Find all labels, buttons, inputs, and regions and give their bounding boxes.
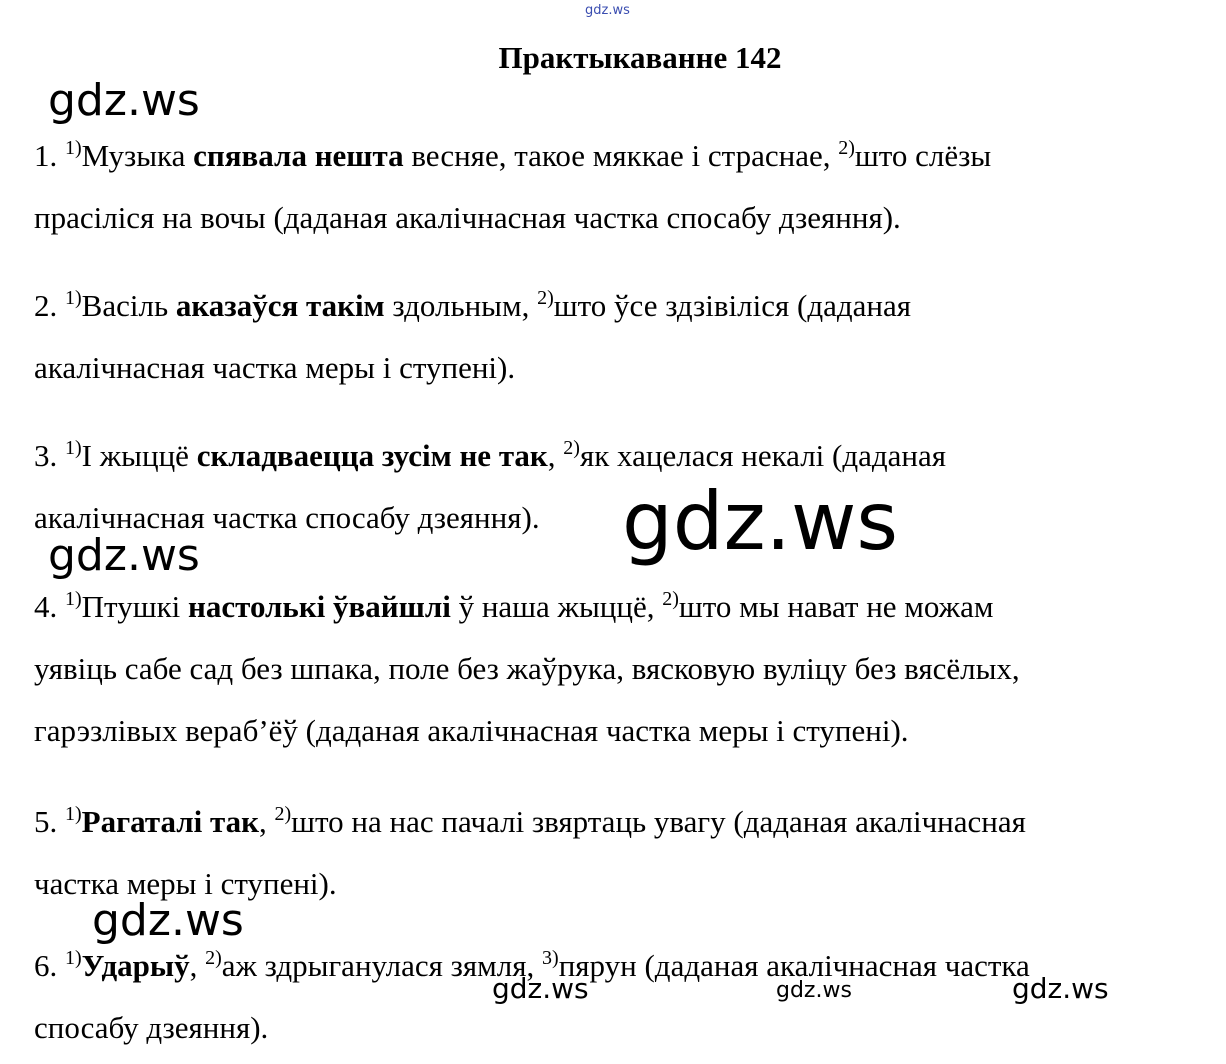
text-segment: як хацелася некалі (даданая — [579, 438, 947, 473]
clause-marker: 2) — [563, 437, 580, 459]
text-segment: прасіліся на вочы (даданая акалічнасная частка спосабу дзеяння). — [34, 200, 901, 235]
exercise-item-1 — [34, 125, 1204, 249]
text-segment: Музыка — [81, 138, 194, 173]
clause-marker: 2) — [838, 137, 855, 159]
item-number: 5. — [34, 804, 65, 839]
item-number: 6. — [34, 948, 65, 983]
exercise-item-3 — [34, 425, 1204, 549]
watermark: gdz.ws — [48, 530, 200, 581]
exercise-item-2 — [34, 275, 1204, 399]
text-line — [34, 337, 1204, 399]
text-segment: што на нас пачалі звяртаць увагу (даданая акалічнасная — [291, 804, 1026, 839]
text-line — [34, 125, 1204, 187]
text-segment: што мы нават не можам — [678, 589, 994, 624]
watermark: gdz.ws — [1012, 972, 1109, 1005]
text-segment: акалічнасная частка спосабу дзеяння). — [34, 500, 540, 535]
text-segment: што ўсе здзівіліся (даданая — [553, 288, 911, 323]
item-number: 1. — [34, 138, 65, 173]
watermark: gdz.ws — [492, 972, 589, 1005]
clause-marker: 1) — [65, 137, 82, 159]
text-segment: , — [547, 438, 564, 473]
main-clause-highlight: аказаўся такім — [175, 288, 385, 323]
clause-marker: 1) — [65, 437, 82, 459]
text-segment: пярун (даданая акалічнасная частка — [558, 948, 1030, 983]
clause-marker: 1) — [65, 803, 82, 825]
main-clause-highlight: спявала нешта — [193, 138, 404, 173]
text-line — [34, 997, 1204, 1059]
watermark-tiny: gdz.ws — [585, 3, 630, 18]
text-segment: гарэзлівых вераб’ёў (даданая акалічнасная частка меры і ступені). — [34, 713, 909, 748]
text-line — [34, 275, 1204, 337]
text-segment: акалічнасная частка меры і ступені). — [34, 350, 516, 385]
watermark: gdz.ws — [92, 895, 244, 946]
text-segment: аж здрыганулася зямля, — [221, 948, 543, 983]
clause-marker: 1) — [65, 287, 82, 309]
main-clause-highlight: настолькі ўвайшлі — [188, 589, 451, 624]
item-number: 4. — [34, 589, 65, 624]
text-segment: уявіць сабе сад без шпака, поле без жаўрука, вясковую вуліцу без вясёлых, — [34, 651, 1020, 686]
main-clause-highlight: Рагаталі так — [81, 804, 259, 839]
text-line — [34, 638, 1204, 700]
main-clause-highlight: складваецца зусім не так — [196, 438, 548, 473]
clause-marker: 1) — [65, 947, 82, 969]
watermark-large: gdz.ws — [622, 475, 899, 568]
text-line — [34, 487, 1204, 549]
text-line — [34, 576, 1204, 638]
clause-marker: 2) — [662, 588, 679, 610]
page-title: Практыкаванне 142 — [498, 40, 782, 75]
item-number: 3. — [34, 438, 65, 473]
clause-marker: 2) — [537, 287, 554, 309]
clause-marker: 3) — [542, 947, 559, 969]
text-line — [34, 700, 1204, 762]
text-segment: весняе, такое мяккае і страснае, — [403, 138, 839, 173]
text-segment: што слёзы — [854, 138, 992, 173]
text-segment: І жыццё — [81, 438, 197, 473]
clause-marker: 2) — [205, 947, 222, 969]
text-line — [34, 425, 1204, 487]
watermark: gdz.ws — [776, 978, 852, 1003]
text-line — [34, 187, 1204, 249]
text-segment: спосабу дзеяння). — [34, 1010, 269, 1045]
text-segment: Птушкі — [81, 589, 188, 624]
watermark: gdz.ws — [48, 75, 200, 126]
item-number: 2. — [34, 288, 65, 323]
text-segment: , — [189, 948, 206, 983]
text-line — [34, 791, 1204, 853]
text-segment: , — [258, 804, 275, 839]
text-segment: ў наша жыццё, — [450, 589, 663, 624]
text-segment: здольным, — [384, 288, 538, 323]
main-clause-highlight: Ударыў — [81, 948, 190, 983]
clause-marker: 1) — [65, 588, 82, 610]
clause-marker: 2) — [274, 803, 292, 825]
text-segment: Васіль — [81, 288, 176, 323]
exercise-item-4 — [34, 576, 1204, 762]
text-segment: частка меры і ступені). — [34, 866, 337, 901]
